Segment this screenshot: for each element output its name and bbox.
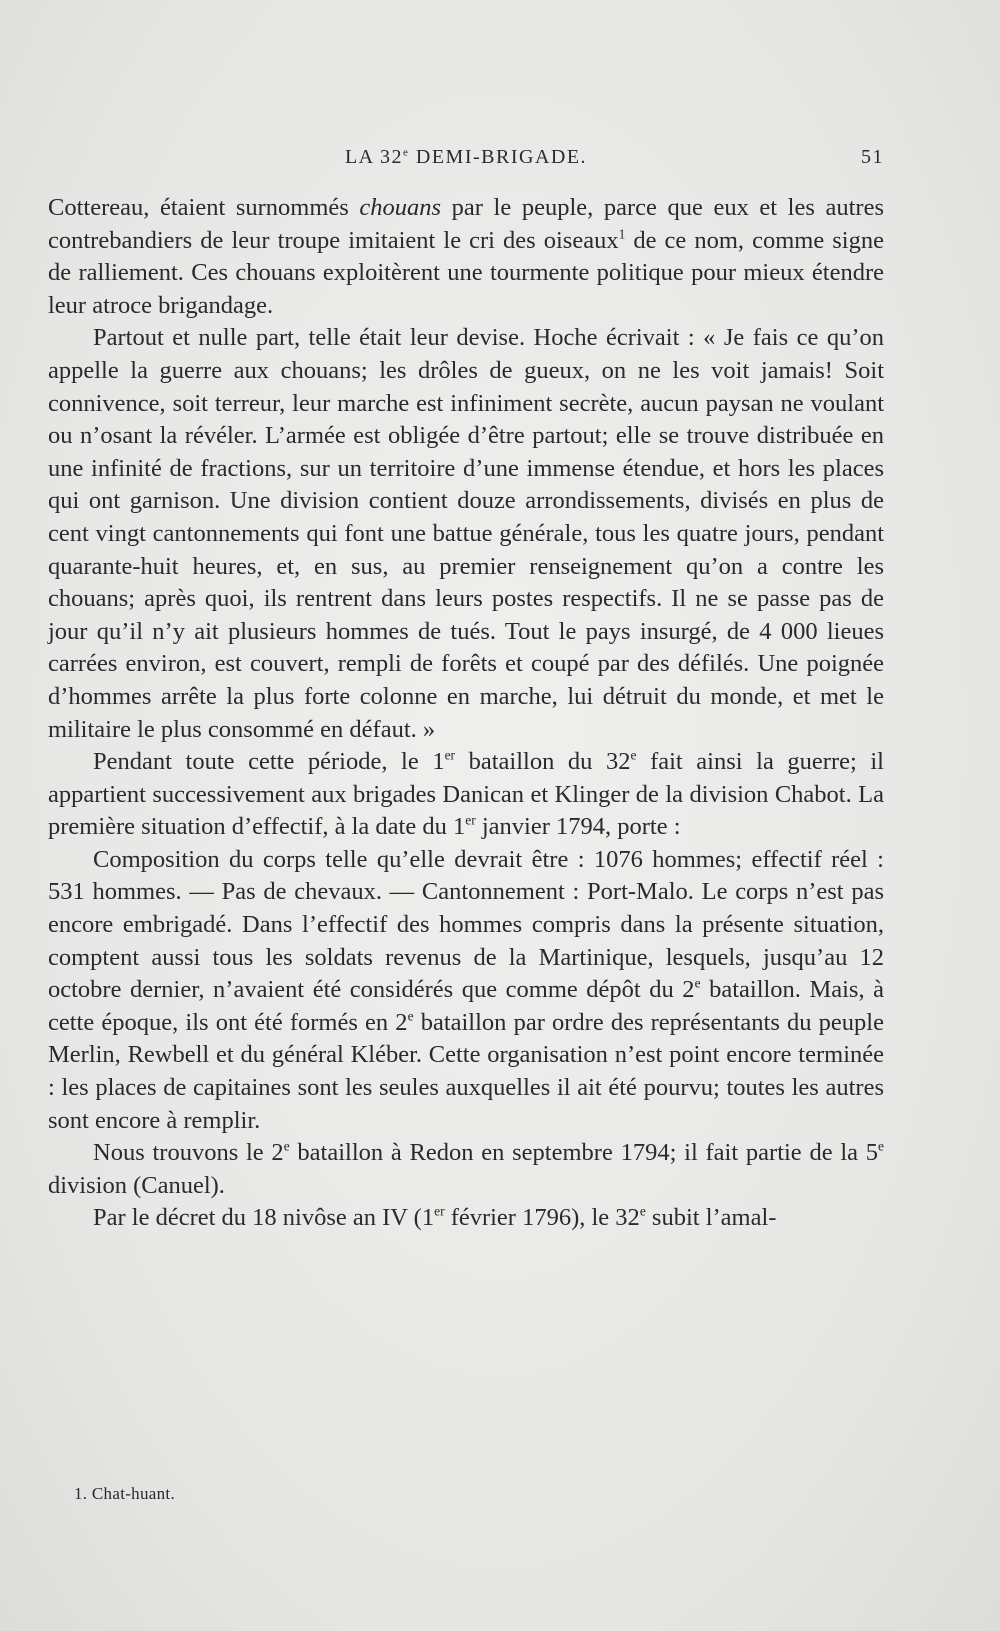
- paragraph-4: Composition du corps telle qu’elle devrait être : 1076 hommes; effectif réel : 531 hommes. — Pas de chevaux. — Cantonnement : Port-Malo. Le corps n’est pas encore embrigadé. Dans l’effectif des hommes compris dans la présente situation, comptent aussi tous les soldats revenus de la Martinique, lesquels, jusqu’au 12 octobre dernier, n’avaient été considérés que comme dépôt du 2e bataillon. Mais, à cette époque, ils ont été formés en 2e bataillon par ordre des représentants du peuple Merlin, Rewbell et du général Kléber. Cette organisation n’est point encore terminée : les places de capitaines sont les seules auxquelles il ait été pourvu; toutes les autres sont encore à remplir.: [48, 845, 884, 1134]
- paragraph-5: Nous trouvons le 2e bataillon à Redon en septembre 1794; il fait partie de la 5e division (Canuel).: [48, 1138, 884, 1199]
- paragraph-2: Partout et nulle part, telle était leur devise. Hoche écrivait : « Je fais ce qu’on appelle la guerre aux chouans; les drôles de gueux, on ne les voit jamais! Soit connivence, soit terreur, leur marche est infiniment secrète, aucun paysan ne voulant ou n’osant la révéler. L’armée est obligée d’être partout; elle se trouve distribuée en une infinité de fractions, sur un territoire d’une immense étendue, et hors les places qui ont garnison. Une division contient douze arrondissements, divisés en plus de cent vingt cantonnements qui font une battue générale, tous les quatre jours, pendant quarante-huit heures, et, en sus, au premier renseignement qu’on a contre les chouans; après quoi, ils rentrent dans leurs postes respectifs. Il ne se passe pas de jour qu’il n’y ait plusieurs hommes de tués. Tout le pays insurgé, de 4 000 lieues carrées environ, est couvert, rempli de forêts et coupé par des défilés. Une poignée d’hommes arrête la plus forte colonne en marche, lui détruit du monde, et met le militaire le plus consommé en défaut. »: [48, 324, 884, 743]
- paragraph-1: Cottereau, étaient surnommés chouans par le peuple, parce que eux et les autres contrebandiers de leur troupe imitaient le cri des oiseaux$^1$ de ce nom, comme signe de ralliement. Ces chouans exploitèrent une tourmente politique pour mieux étendre leur atroce brigandage.: [48, 194, 884, 319]
- running-title: LA 32e DEMI-BRIGADE.: [344, 146, 588, 168]
- footnote-reference: 1: [618, 226, 626, 242]
- footnote: [74, 1484, 175, 1504]
- footnote-marker: 1.: [74, 1484, 88, 1503]
- page-number: 51: [861, 146, 884, 168]
- paragraph-6: Par le décret du 18 nivôse an IV (1er février 1796), le 32e subit l’amal-: [93, 1203, 777, 1232]
- emphasis-chouans: chouans: [359, 194, 442, 221]
- footnote-text: Chat-huant.: [87, 1484, 175, 1503]
- body-text: [48, 192, 884, 1235]
- paragraph-3: Pendant toute cette période, le 1er bataillon du 32e fait ainsi la guerre; il appartient successivement aux brigades Danican et Klinger de la division Chabot. La première situation d’effectif, à la date du 1er janvier 1794, porte :: [48, 747, 884, 841]
